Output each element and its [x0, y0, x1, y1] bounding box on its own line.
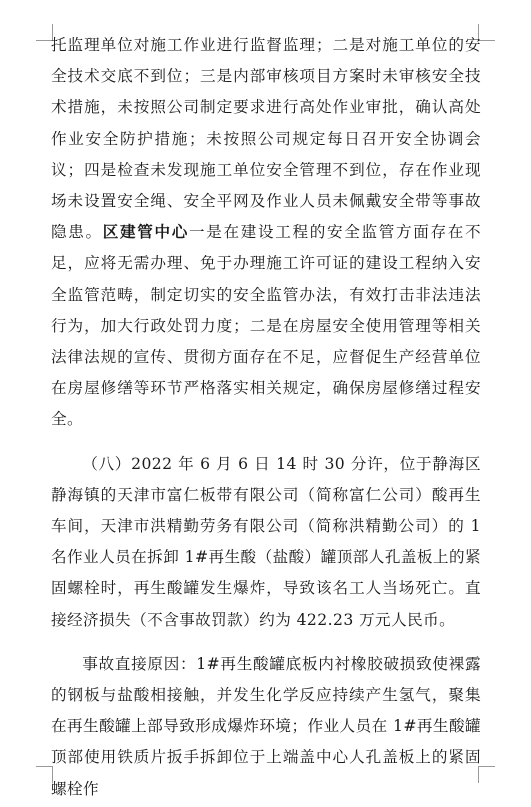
- paragraph-responsibility-analysis: [51, 30, 481, 436]
- document-body: [51, 30, 481, 805]
- paragraph-text: 一是在建设工程的安全监管方面存在不足，应将无需办理、免于办理施工许可证的建设工程纳入安全监管范畴，制定切实的安全监管办法，有效打击非法违法行为，加大行政处罚力度；二是在房屋安全使用管理等相关法律法规的宣传、贯彻方面存在不足，应督促生产经营单位在房屋修缮等环节严格落实相关规定，确保房屋修缮过程安全。: [51, 223, 481, 429]
- paragraph-text: 托监理单位对施工作业进行监督监理；二是对施工单位的安全技术交底不到位；三是内部审核项目方案时未审核安全技术措施，未按照公司制定要求进行高处作业审批，确认高处作业安全防护措施；未按照公司规定每日召开安全协调会议；四是检查未发现施工单位安全管理不到位，存在作业现场未设置安全绳、安全平网及作业人员未佩戴安全带等事故隐患。: [51, 36, 481, 242]
- bold-label-district-construction-center: 区建管中心: [102, 223, 189, 242]
- paragraph-accident-case-8: （八）2022 年 6 月 6 日 14 时 30 分许，位于静海区静海镇的天津市富仁板带有限公司（简称富仁公司）酸再生车间，天津市洪精勤劳务有限公司（简称洪精勤公司）的 1 名作业人员在拆卸 1#再生酸（盐酸）罐顶部人孔盖板上的紧固螺栓时，再生酸罐发生爆炸，导致该名工人当场死亡。直接经济损失（不含事故罚款）约为 422.23 万元人民币。: [51, 454, 481, 629]
- paragraph-direct-cause: 事故直接原因：1#再生酸罐底板内衬橡胶破损致使裸露的钢板与盐酸相接触，并发生化学反应持续产生氢气，聚集在再生酸罐上部导致形成爆炸环境；作业人员在 1#再生酸罐顶部使用铁质片扳手拆卸位于上端盖中心人孔盖板上的紧固螺栓作: [51, 654, 481, 798]
